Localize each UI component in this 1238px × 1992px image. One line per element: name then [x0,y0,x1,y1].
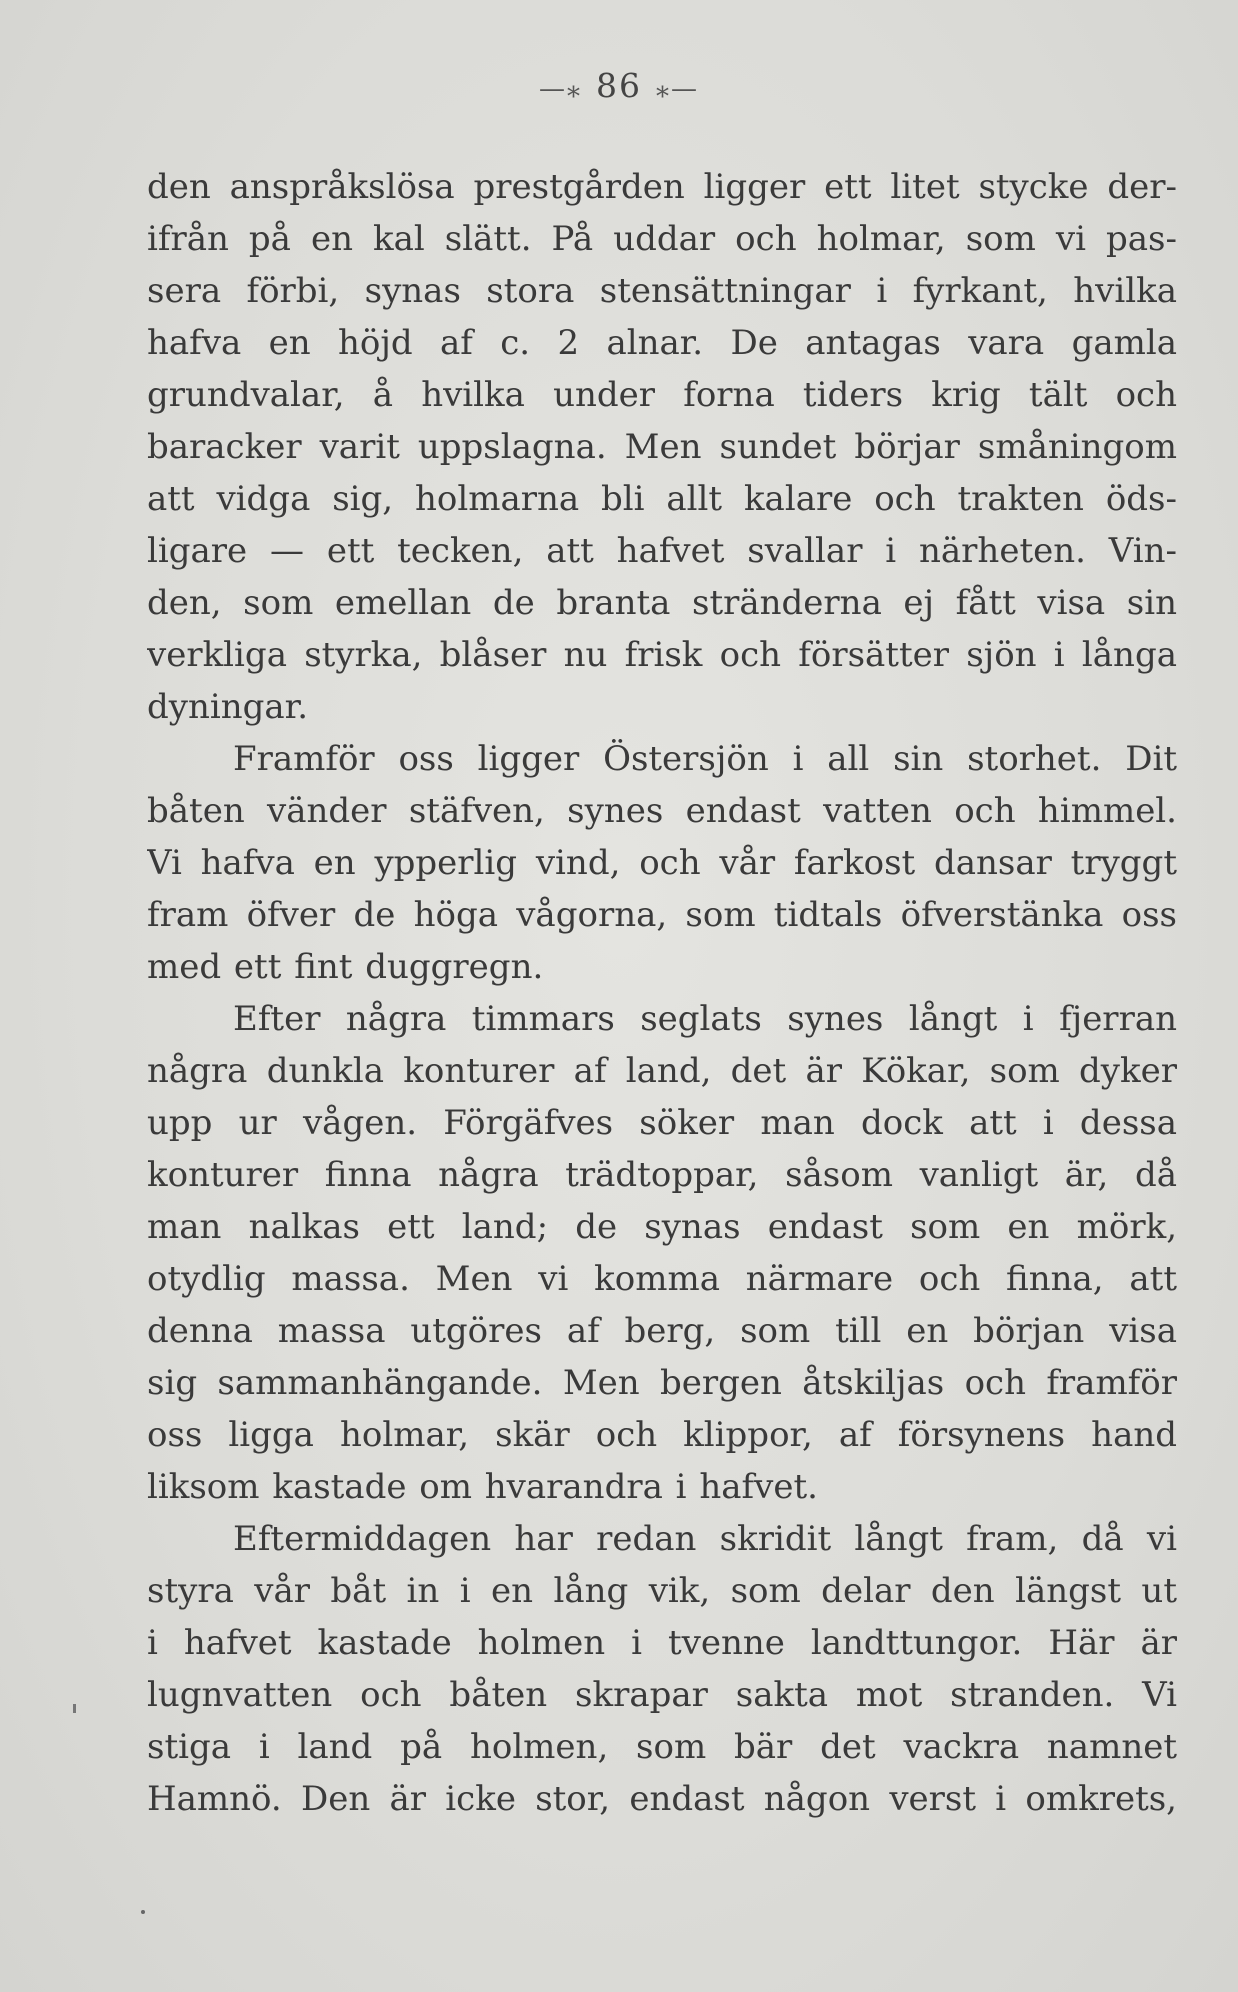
text-line: ifrån på en kal slätt. På uddar och holmar, som vi pas- [147,219,1177,259]
text-line: otydlig massa. Men vi komma närmare och finna, att [147,1259,1177,1299]
text-line: dyningar. [147,687,309,727]
text-line: båten vänder stäfven, synes endast vatten och himmel. [147,791,1177,831]
page-header [0,66,1238,105]
text-line: den anspråkslösa prestgården ligger ett litet stycke der- [147,167,1177,207]
text-line: sera förbi, synas stora stensättningar i fyrkant, hvilka [147,271,1177,311]
paper-dot [141,1910,145,1914]
text-line: att vidga sig, holmarna bli allt kalare och trakten öds- [147,479,1177,519]
text-line: Efter några timmars seglats synes långt i fjerran [233,999,1177,1039]
text-line: ligare — ett tecken, att hafvet svallar i närheten. Vin- [147,531,1177,571]
text-line: Framför oss ligger Östersjön i all sin storhet. Dit [233,739,1177,779]
text-line: hafva en höjd af c. 2 alnar. De antagas vara gamla [147,323,1177,363]
text-line: stiga i land på holmen, som bär det vackra namnet [147,1727,1177,1767]
text-line: upp ur vågen. Förgäfves söker man dock att i dessa [147,1103,1177,1143]
text-line: Hamnö. Den är icke stor, endast någon verst i omkrets, [147,1779,1177,1819]
text-line: oss ligga holmar, skär och klippor, af försynens hand [147,1415,1177,1455]
text-line: sig sammanhängande. Men bergen åtskiljas och framför [147,1363,1177,1403]
text-line: i hafvet kastade holmen i tvenne landttungor. Här är [147,1623,1177,1663]
text-line: Vi hafva en ypperlig vind, och vår farkost dansar tryggt [147,843,1177,883]
text-line: konturer finna några trädtoppar, såsom vanligt är, då [147,1155,1177,1195]
text-line: liksom kastade om hvarandra i hafvet. [147,1467,818,1507]
text-line: denna massa utgöres af berg, som till en början visa [147,1311,1177,1351]
text-line: verkliga styrka, blåser nu frisk och försätter sjön i långa [147,635,1177,675]
page-number: 86 [596,66,642,105]
text-line: grundvalar, å hvilka under forna tiders krig tält och [147,375,1177,415]
text-line: den, som emellan de branta stränderna ej fått visa sin [147,583,1177,623]
text-line: styra vår båt in i en lång vik, som delar den längst ut [147,1571,1177,1611]
paper-speck [73,1704,76,1713]
text-line: fram öfver de höga vågorna, som tidtals öfverstänka oss [147,895,1177,935]
text-line: baracker varit uppslagna. Men sundet börjar småningom [147,427,1177,467]
text-line: lugnvatten och båten skrapar sakta mot stranden. Vi [147,1675,1177,1715]
text-line: Eftermiddagen har redan skridit långt fram, då vi [233,1519,1177,1559]
text-line: man nalkas ett land; de synas endast som en mörk, [147,1207,1177,1247]
right-ornament: ⁎— [656,74,699,104]
left-ornament: —⁎ [539,74,582,104]
body-text [147,161,1177,1825]
text-line: några dunkla konturer af land, det är Kökar, som dyker [147,1051,1177,1091]
text-line: med ett fint duggregn. [147,947,544,987]
